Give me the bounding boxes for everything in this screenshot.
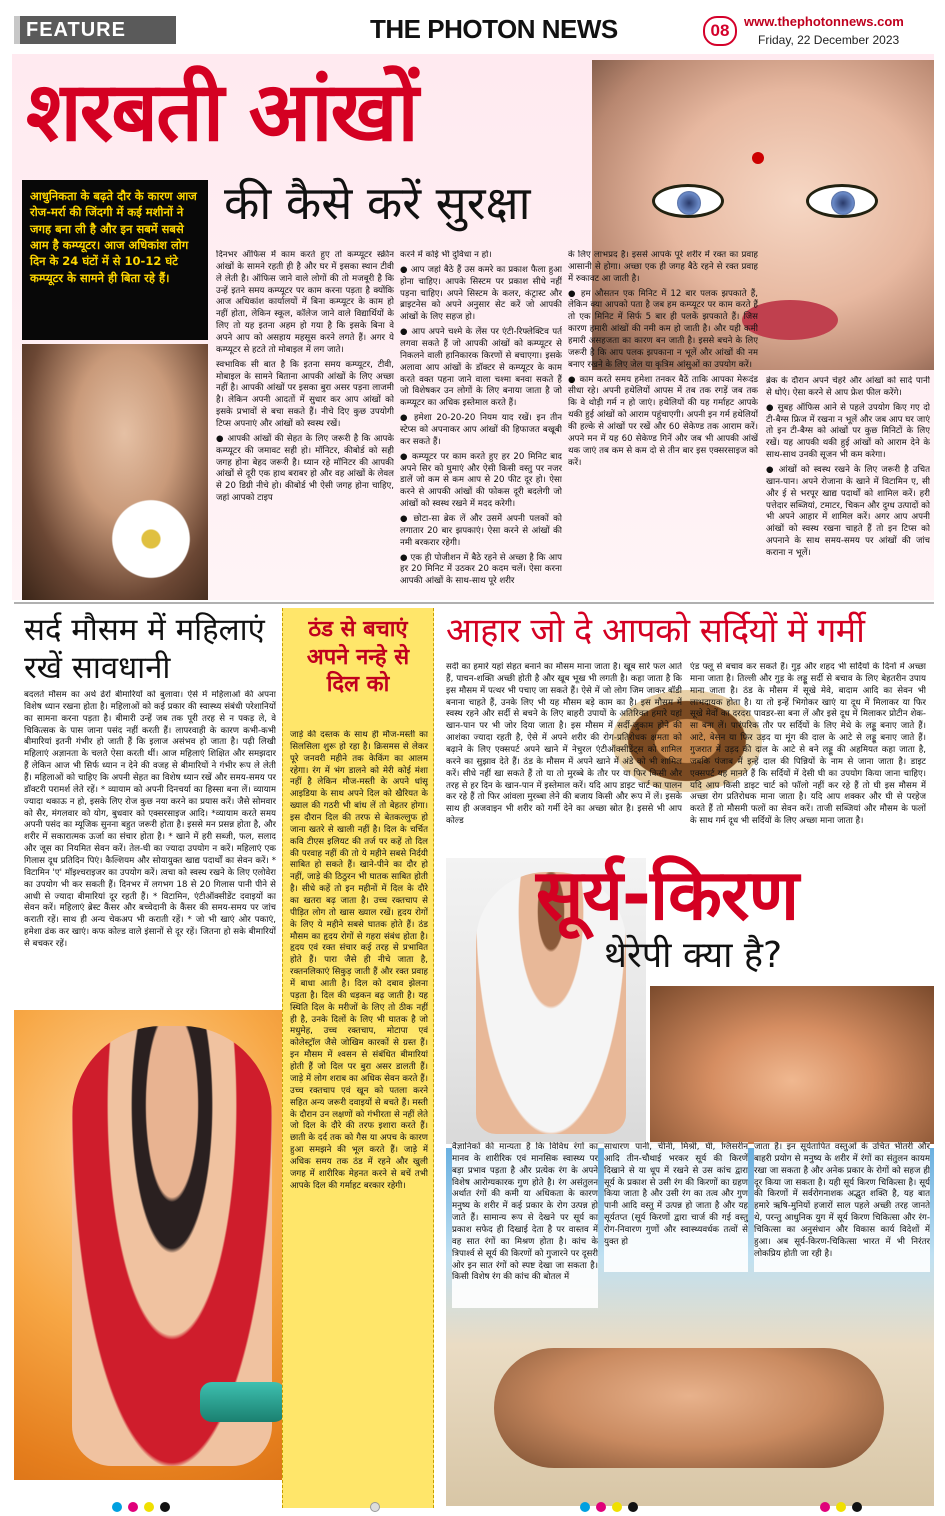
paragraph: ● कम्प्यूटर पर काम करते हुए हर 20 मिनिट बाद अपने सिर को घुमाएं और ऐसी किसी वस्तु पर नजर डालें जो कम से कम आप से 20 फीट दूर हो। ऐसा करने से आपकी आंखों की फोकस दूरी बदलेगी जो आंखों को स्वस्थ रखने में मदद करेगी। — [400, 451, 562, 510]
masthead: THE PHOTON NEWS — [370, 14, 618, 44]
daisy-flower — [106, 494, 196, 584]
registration-mark — [628, 1502, 638, 1512]
eye-article-column-1 — [216, 250, 394, 598]
diet-article-column-1: सर्दी का हमारे यहां सेहत बनाने का मौसम माना जाता है। खूब सारे फल आते हैं, पाचन-शक्ति अच्छी होती है और खूब भूख भी लगती है। कहा जाता है कि इस मौसम में पत्थर भी पचाए जा सकते हैं। ऐसे में जो लोग जिम जाकर बॉडी बनाना चाहते हैं, उनके लिए भी यह मौसम बड़े काम का है। इस मौसम में स्वस्थ रहने और सर्दी से बचने के लिए बाहरी उपायों के अतिरिक्त हमारे यहां खान-पान पर भी जोर दिया जाता है। इस मौसम में सर्दी-जुकाम होने की आशंका ज्यादा रहती है, ऐसे में अपने शरीर की रोग-प्रतिरोधक क्षमता को बढ़ाने के लिए एक्सपर्ट अपने खाने में नेचुरल एंटीऑक्सीडेंट्स को शामिल करने का सुझाव देते हैं। ठंड के मौसम में अपने खाने में अंडे को भी शामिल करें। सीधे नहीं खा सकते हैं तो या तो मुरब्बे के तौर पर या फिर किसी और तरह से हर दिन के खान-पान में इस्तेमाल करें। यदि आप डाइट चार्ट का पालन कर रहे हैं तो फिर आंवला मुरब्बा लेने की बजाय किसी और रूप में लें। इसके साथ ही अजवाइन भी शरीर को गर्मी देने का अच्छा स्रोत है। इससे भी आप कोल्ड — [446, 662, 682, 827]
registration-mark — [112, 1502, 122, 1512]
registration-mark — [612, 1502, 622, 1512]
registration-mark — [580, 1502, 590, 1512]
diet-article-title: आहार जो दे आपको सर्दियों में गर्मी — [446, 611, 865, 651]
massage-photo — [650, 986, 934, 1144]
website-link[interactable]: www.thephotonnews.com — [744, 14, 904, 29]
paragraph: ● आप अपने चश्मे के लेंस पर एंटी-रिफ्लेक्टिव पर्त लगवा सकते हैं जो आपकी आंखों को कम्प्यूटर से निकलने वाली हानिकारक किरणों से बचाएगा। इसके अलावा आप आंखों के डॉक्टर से कम्प्यूटर के काम करते वक्त पहना जाने वाला चश्मा बनवा सकते हैं जो विशेषकर उन लोगों के लिए बनाया जाता है जो कम्प्यूटर का अधिक इस्तेमाल करते हैं। — [400, 327, 562, 409]
registration-mark — [852, 1502, 862, 1512]
paragraph: दिनभर ऑफिस में काम करते हुए तो कम्प्यूटर स्क्रीन आंखों के सामने रहती ही है और घर में इसका स्थान टीवी ले लेती है। ऑफिस जाने वाले लोगों की तो मजबूरी है कि उन्हें इतने समय कम्प्यूटर पर काम करना पड़ता है क्योंकि आज अधिकांश कार्यालयों में बिना कम्प्यूटर के काम हो नहीं होता, लेकिन स्कूल, कॉलेज जाने वाले विद्यार्थियों के लिए तो यह इतना अहम हो गया है कि इसके बिना वे अपने आप को असहाय महसूस करने लगते हैं। अगर ये कम्प्यूटर से हटते तो मोबाइल में लग जाते। — [216, 250, 394, 355]
registration-mark — [596, 1502, 606, 1512]
winter-article-body: बदलते मौसम का अर्थ ढेरों बीमारियों को बुलावा। ऐसे में महिलाओं की अपना विशेष ध्यान रखना होता है। महिलाओं को कई प्रकार की स्वास्थ्य संबंधी परेशानियों का सामना करना पड़ता है। बीमारी उन्हें जब तक पूरी तरह से न पकड़ ले, वे चिकित्सक के पास जाना पसंद नहीं करती हैं। लापरवाही के कारण कभी-कभी बीमारियां इतनी गंभीर हो जाती हैं कि इलाज असंभव हो जाता है। पढ़ी लिखी महिलाएं अज्ञानता के चलते ऐसा करती थीं। आज महिलाएं शिक्षित और समझदार हैं लेकिन आज भी सिर्फ ध्यान न देने की वजह से बीमारियों ने गंभीर रूप ले लेती हैं। महिलाओं को चाहिए कि अपनी सेहत का विशेष ध्यान रखें और समय-समय पर डॉक्टरी परामर्श लेते रहें। * व्यायाम को अपनी दिनचर्या का हिस्सा बना लें। व्यायाम ज्यादा थकाऊ न हो, इसके लिए रोज कुछ नया करने का प्रयास करें। जैसे सोमवार को सैर, मंगलवार को योग, बुधवार को एक्सरसाइज आदि। *व्यायाम करते समय अपनी पसंद का म्यूजिक सुनना बहुत जरूरी होता है। इससे मन प्रसन्न होता है, और शरीर में सकारात्मक ऊर्जा का संचार होता है। * खाने में हरी सब्जी, फल, सलाद और जूस का नियमित सेवन करें। तेल-घी का ज्यादा उपयोग न करें। महिलाएं एक गिलास दूध प्रतिदिन पिएं। कैल्शियम और सोयायुक्त खाद्य पदार्थों का सेवन करें। * विटामिन 'ए' मॉइश्चराइजर का उपयोग करें। त्वचा को स्वस्थ रखने के लिए एलोवेरा का उपयोग भी कर सकती हैं। दिनभर में लगभग 18 से 20 गिलास पानी पीने से आधी से ज्यादा बीमारियां दूर रहती हैं। * विटामिन, एंटीऑक्सीडेंट दवाइयों का सेवन करें। महिलाएं ब्रेस्ट कैंसर और बच्चेदानी के कैंसर की समय-समय पर जांच कराती रहें। साथ ही अन्य चेकअप भी कराती रहें। * जो भी खाएं ओर पकाएं, हमेशा ढंक कर खाएं। कफ कोल्ड वाले इंसानों से दूर रहें। जितना हो सके बीमारियों से बचकर रहें। — [24, 690, 276, 950]
eye-article-column-4 — [766, 376, 930, 598]
registration-mark — [160, 1502, 170, 1512]
registration-mark — [820, 1502, 830, 1512]
section-divider — [14, 602, 934, 604]
sun-article-subtitle: थेरेपी क्या है? — [604, 935, 783, 976]
issue-date: Friday, 22 December 2023 — [758, 33, 900, 47]
bindi — [752, 152, 764, 164]
eye-article-title: शरबती आंखों — [26, 65, 417, 160]
right-eye — [806, 184, 878, 218]
winter-article-title: सर्द मौसम में महिलाएं रखें सावधानी — [24, 612, 265, 686]
paragraph: ● सुबह ऑफिस आने से पहले उपयोग किए गए दो टी-बैग्स फ्रिज में रखना न भूलें और जब आप घर जाएं तो इन टी-बैग्स को आंखों पर कुछ मिनिटों के लिए रखें। यह आपकी थकी हुई आंखों को आराम देने के साथ-साथ उनकी सूजन भी कम करेगा। — [766, 402, 930, 461]
paragraph: ● छोटा-सा ब्रेक लें और उसमें अपनी पलकों को लगातार 20 बार झपकाएं। ऐसा करने से आंखों की नमी बरकरार रहेगी। — [400, 514, 562, 548]
registration-mark — [128, 1502, 138, 1512]
left-eye — [652, 184, 724, 218]
paragraph: के लिए लाभप्रद है। इससे आपके पूरे शरीर में रक्त का प्रवाह आसानी से होगा। अच्छा एक ही जगह बैठे रहने से रक्त प्रवाह में रुकावट आ जाती है। — [568, 250, 758, 284]
diet-article-column-2: एंड फ्लू से बचाव कर सकते हैं। गुड़ और शहद भी सर्दियों के दिनों में अच्छा माना जाता है। तिल्ली और गुड़ के लड्डू सर्दी से बचाव के लिए बेहतरीन उपाय माना जाता है। ठंड के मौसम में सूखे मेवे, बादाम आदि का सेवन भी लाभदायक होता है। या तो इन्हें भिगोकर खाएं या दूध में मिलाकर या फिर सूखे मेवों का दरदरा पावडर-सा बना लें और इसे दूध में मिलाकर प्रोटीन शेक-सा बना लें। पारंपरिक तौर पर सर्दियों के लिए मेथे के लड्डू बनाए जाते हैं। आटे, बेसन या फिर उड़द या मूंग की दाल के आटे से लड्डू बनाए जाते हैं। गुजरात में उड़द की दाल के आटे से बने लड्डू की अहमियत कहा जाता है, जबकि पंजाब में इन्हें दाल की पिन्नियों के नाम से जाना जाता है। डाइट एक्सपर्ट यह मानते हैं कि सर्दियों में देसी घी का उपयोग किया जाना चाहिए। यदि आप किसी डाइट चार्ट को फॉलो नहीं कर रहे हैं तो घी इस मौसम में अच्छा रोग प्रतिरोधक माना जाता है। यदि आप शक्कर और घी से परहेज करते हैं तो मौसमी फलों का सेवन करें। ताजी सब्जियां और मौसम के फलों के साथ गर्म दूध भी सर्दियों के लिए अच्छा माना जाता है। — [690, 662, 926, 827]
paragraph: ● एक ही पोजीशन में बैठे रहने से अच्छा है कि आप हर 20 मिनिट में उठकर 20 कदम चलें। ऐसा करना आपकी आंखों के साथ-साथ पूरे शरीर — [400, 552, 562, 587]
paragraph: स्वभाविक सी बात है कि इतना समय कम्प्यूटर, टीवी, मोबाइल के सामने बिताना आपकी आंखों के लिए अच्छा नहीं है। आपकी आंखों पर इसका बुरा असर पड़ना लाजमी है। लेकिन अपनी आदतों में सुधार कर आप आंखों को इसके प्रभावों से बचा सकते हैं। नीचे दिए कुछ उपयोगी टिप्स अपनाएं और आंखों को स्वस्थ रखें। — [216, 359, 394, 430]
sun-article-column-3: जाता है। इन सूर्यतापित वस्तुओं के उचित भीतरी और बाहरी प्रयोग से मनुष्य के शरीर में रंगों का संतुलन कायम रखा जा सकता है और अनेक प्रकार के रोगों को सहज ही दूर किया जा सकता है। यही सूर्य किरण चिकित्सा है। सूर्य की किरणों में सर्वरोगनाशक अद्भुत शक्ति है, यह बात हमारे ऋषि-मुनियों हजारों साल पहले अच्छी तरह जानते थे, परन्तु आधुनिक युग में सूर्य किरण चिकित्सा और रंग-चिकित्सा का अनुसंधान और विकास कार्य विदेशों में हुआ। अब सूर्य-किरण-चिकित्सा भारत में भी निरंतर लोकप्रिय होती जा रही है। — [754, 1142, 930, 1272]
paragraph: ● आप जहां बैठे हैं उस कमरे का प्रकाश फैला हुआ होना चाहिए। आपके सिस्टम पर प्रकाश सीधे नहीं पड़ना चाहिए। अपने सिस्टम के कलर, कंट्रास्ट और ब्राइटनेस को अपने अनुसार सेट करें जो आपकी आंखों के लिए सहज हो। — [400, 264, 562, 323]
eye-article-subtitle: की कैसे करें सुरक्षा — [224, 176, 531, 230]
girl-with-flower-photo — [22, 344, 208, 600]
sun-article-column-2: साधारण पानी, चीनी, मिश्री, घी, ग्लिसरीन आदि तीन-चौथाई भरकर सूर्य की किरणें दिखाने से या धूप में रखने से उस कांच द्वारा सूर्य के प्रकाश से उसी रंग की किरणों का ग्रहण किया जाता है और उसी रंग का तत्व और गुण पानी आदि वस्तु में उत्पन्न हो जाता है और यह सूर्यतप्त (सूर्य किरणों द्वारा चार्ज की गई वस्तु रोग-निवारण गुणों और स्वास्थ्यवर्धक तत्वों से युक्त हो — [604, 1142, 748, 1272]
heart-article-title: ठंड से बचाएं अपने नन्हे से दिल को — [306, 617, 410, 697]
eye-article-column-2 — [400, 250, 562, 598]
section-tag — [14, 16, 176, 44]
sun-article-column-1: वैज्ञानिकों की मान्यता है कि विविध रंगों का मानव के शारीरिक एवं मानसिक स्वास्थ्य पर बड़ा प्रभाव पड़ता है और प्रत्येक रंग के अपने विशेष आरोग्यकारक गुण होते है। रंग असंतुलन अर्थात रंगों की कमी या अधिकता के कारण मनुष्य के शरीर में कई प्रकार के रोग उत्पन्न हो जाते हैं। सामान्य रूप से देखने पर सूर्य का प्रकाश सफेद ही दिखाई देता है पर वास्तव में वह सात रंगों का मिश्रण होता है। कांच के त्रिपार्श्व से सूर्य की किरणों को गुजारने पर दूसरी ओर इन सात रंगों को स्पष्ट देखा जा सकता है। किसी विशेष रंग की कांच की बोतल में — [452, 1142, 598, 1308]
registration-mark — [836, 1502, 846, 1512]
section-label: FEATURE — [26, 19, 126, 41]
paragraph: ● आंखों को स्वस्थ रखने के लिए जरूरी है उचित खान-पान। अपने रोजाना के खाने में विटामिन ए, सी और ई से भरपूर खाद्य पदार्थों को शामिल करें। हरी पत्तेदार सब्जियां, टमाटर, चिकन और दुग्ध उत्पादों को भी अपने आहार में शामिल करें। अगर आप अपनी आंखों को स्वस्थ रखना चाहते हैं तो इन टिप्स को अपनाने के साथ समय-समय पर आंखों की जांच कराना न भूलें। — [766, 465, 930, 559]
paragraph: ● हम औसतन एक मिनिट में 12 बार पलक झपकाते हैं, लेकिन क्या आपको पता है जब हम कम्प्यूटर पर काम करते हैं तो एक मिनिट में सिर्फ 5 बार ही पलकें झपकाते हैं। जिस कारण हमारी आंखों की नमी कम हो जाती है। और यही कमी हमारी असहजता का कारण बन जाती है। इससे बचने के लिए जरूरी है कि आप पलक झपकाना न भूलें और आंखों की नम बनाए रखने के लिए जेल या कृत्रिम आंसुओं का उपयोग करें। — [568, 288, 758, 370]
registration-mark — [370, 1502, 380, 1512]
eye-article-intro: आधुनिकता के बढ़ते दौर के कारण आज रोज-मर्रा की जिंदगी में कई मशीनों ने जगह बना ली है और इन सबमें सबसे आम है कम्प्यूटर। आज अधिकांश लोग दिन के 24 घंटों में से 10-12 घंटे कम्प्यूटर के सामने ही बिता रहे हैं। — [22, 180, 208, 340]
paragraph: ● आपकी आंखों की सेहत के लिए जरूरी है कि आपके कम्प्यूटर की जमावट सही हो। मॉनिटर, कीबोर्ड को सही जगह होना बेहद जरूरी है। ध्यान रहे मॉनिटर की आपकी आंखों से दूरी एक हाथ बराबर हो और वह आंखों के लेवल से 20 डिग्री नीचे हो। कीबोर्ड भी ऐसी जगह होना चाहिए, जहां आपको टाइप — [216, 433, 394, 504]
sun-article-title: सूर्य-किरण — [536, 854, 799, 936]
paragraph: ● हमेशा 20-20-20 नियम याद रखें। इन तीन स्टेप्स को अपनाकर आप आंखों की हिफाजत बखूबी कर सकते हैं। — [400, 413, 562, 447]
sunbather-figure — [494, 1348, 884, 1468]
dumbbell — [200, 1382, 286, 1422]
registration-mark — [144, 1502, 154, 1512]
paragraph: ब्रेक के दौरान अपने चेहरे और आंखों को सादे पानी से धोएं। ऐसा करने से आप फ्रेश फील करेंगे। — [766, 376, 930, 398]
paragraph: करने में कोई भी दुविधा न हो। — [400, 250, 492, 260]
page-number: 08 — [703, 16, 737, 46]
paragraph: ● काम करते समय हमेशा तनकर बैठें ताकि आपका मेरूदंड सीधा रहे। अपनी हथेलियों आपस में तब तक रगड़ें जब तक कि वे थोड़ी गर्म न हो जाएं। हथेलियों की यह गर्माहट आपके थकी हुई आंखों को आराम पहुंचाएगी। अपनी इन गर्म हथेलियों की हल्के से आंखों पर रखें और 60 सेकेण्ड तक आराम करें। अपने मन में यह 60 सेकेण्ड गिनें और जब भी आपकी आंखें थक जाएं तब कम से कम दो से तीन बार इस एक्सरसाइज को करें। — [568, 374, 758, 468]
eye-article-column-3 — [568, 250, 758, 598]
section-tag-bar — [14, 16, 20, 44]
heart-article-body: जाड़े की दस्तक के साथ ही मौज-मस्ती का सिलसिला शुरू हो रहा है। क्रिसमस से लेकर पूरे जनवरी महीने तक केकिंग का आलम रहेगा। रंग में भंग डालने को मेरी कोई मंशा नहीं है लेकिन मौज-मस्ती के अपने धांसू आइडिया के साथ अपने दिल को खैरियत के ख्याल की गठरी भी बांध लें तो बेहतर होगा। इस दौरान दिल की तरफ से बेतकल्लुफ हो जाना खतरे से खाली नहीं है। दिल के चर्चित कवि टीएस इलियट की तर्ज पर कहें तो दिल की परवाह नहीं की तो ये महीने सबसे निर्दयी साबित हो सकते हैं। खाने-पीने का दौर हो नहीं, जाड़े की ठिठुरन भी घातक साबित होती है। सीधे कहें तो इन महीनों में दिल के दौरे का खतरा बढ़ जाता है। उच्च रक्तचाप से पीड़ित लोग तो खास ख्याल रखें। हृदय रोगों के लिए ये महीने सबसे घातक होते हैं। ठंड मौसम का हृदय रोगों से गहरा संबंध होता है। हृदय एवं रक्त संचार कई तरह से प्रभावित होते हैं। पारा जैसे ही नीचे जाता है, रक्तनलिकाएं सिकुड़ जाती हैं और रक्त प्रवाह में बाधा आती है। दिल को दबाव झेलना पड़ता है। दिल की धड़कन बढ़ जाती है। यह स्थिति दिल के मरीजों के लिए तो ठीक नहीं ही है, उनके दिलों के लिए भी घातक है जो मधुमेह, उच्च रक्तचाप, मोटापा एवं कोलेस्ट्रॉल जैसे जोखिम कारकों से ग्रस्त हैं। इन मौसम में श्वसन से संबंधित बीमारियां होती हैं जो दिल पर बुरा असर डालती हैं। जाड़े में लोग शराब का अधिक सेवन करते हैं। उच्च रक्तचाप एवं खून को पतला करने सहित अन्य जरूरी दवाइयों से बचते हैं। मस्ती के दौरान उन लक्षणों को गंभीरता से नहीं लेते जो दिल के दौरे की तरफ इशारा करते हैं। छाती के दर्द तक को गैस या अपच के कारण हुआ समझने की भूल करते हैं। जाड़े में अधिक समय तक ठंड में रहने और खुली जगह में शारीरिक मेहनत करने से बचें तभी आपके दिल की गर्माहट बरकार रहेगी। — [290, 730, 428, 1191]
